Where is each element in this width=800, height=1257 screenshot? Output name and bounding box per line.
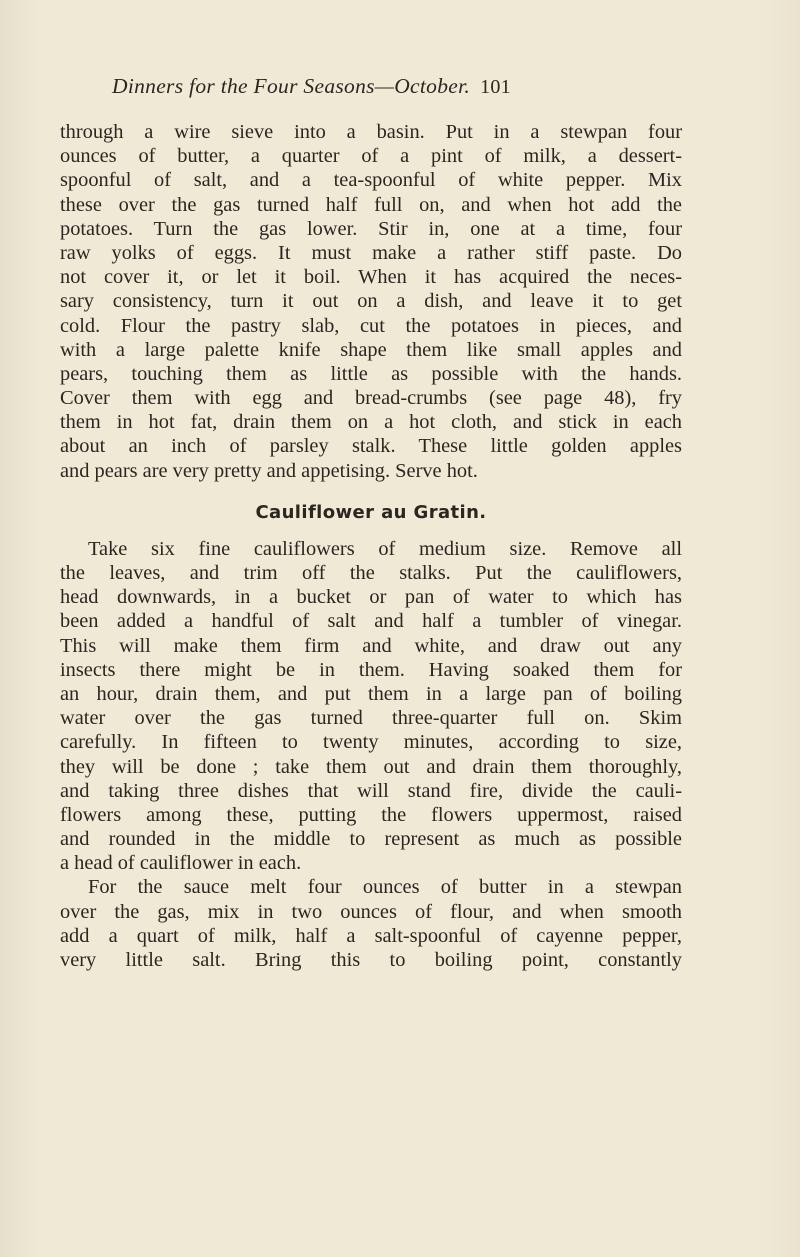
text-line: and taking three dishes that will stand fire, divide the cauli- bbox=[60, 779, 682, 802]
text-line: This will make them firm and white, and draw out any bbox=[60, 634, 682, 657]
text-line: a head of cauliflower in each. bbox=[60, 852, 302, 875]
text-line: carefully. In fifteen to twenty minutes, according to size, bbox=[60, 731, 682, 754]
text-line: they will be done ; take them out and drain them thoroughly, bbox=[60, 755, 682, 778]
text-line: potatoes. Turn the gas lower. Stir in, one at a time, four bbox=[60, 217, 682, 240]
text-line: spoonful of salt, and a tea-spoonful of white pepper. Mix bbox=[60, 169, 682, 192]
page-number: 101 bbox=[480, 76, 511, 98]
text-line: Take six fine cauliflowers of medium size. Remove all bbox=[88, 537, 682, 560]
text-line: through a wire sieve into a basin. Put in a stewpan four bbox=[60, 121, 682, 143]
text-line: water over the gas turned three-quarter full on. Skim bbox=[60, 707, 682, 730]
text-line: with a large palette knife shape them like small apples and bbox=[60, 338, 682, 361]
text-line: Cover them with egg and bread-crumbs (see page 48), fry bbox=[60, 387, 682, 410]
text-line: pears, touching them as little as possible with the hands. bbox=[60, 362, 682, 385]
section-heading: Cauliflower au Gratin. bbox=[255, 501, 487, 523]
paragraph-potato-apples bbox=[60, 120, 682, 483]
text-line: insects there might be in them. Having soaked them for bbox=[60, 658, 682, 681]
text-line: For the sauce melt four ounces of butter in a stewpan bbox=[88, 876, 682, 899]
text-line: very little salt. Bring this to boiling point, constantly bbox=[60, 949, 682, 971]
text-line: cold. Flour the pastry slab, cut the potatoes in pieces, and bbox=[60, 314, 682, 337]
paragraph-cauliflower-preparation bbox=[60, 537, 682, 876]
running-title: Dinners for the Four Seasons—October. bbox=[112, 74, 471, 98]
text-line: an hour, drain them, and put them in a large pan of boiling bbox=[60, 682, 682, 705]
text-line: ounces of butter, a quarter of a pint of milk, a dessert- bbox=[60, 145, 682, 168]
page-body bbox=[60, 120, 682, 972]
text-line: not cover it, or let it boil. When it has acquired the neces- bbox=[60, 266, 682, 289]
running-header bbox=[112, 74, 692, 102]
text-line: been added a handful of salt and half a tumbler of vinegar. bbox=[60, 610, 682, 633]
text-line: raw yolks of eggs. It must make a rather stiff paste. Do bbox=[60, 241, 682, 264]
text-line: over the gas, mix in two ounces of flour, and when smooth bbox=[60, 900, 682, 923]
text-line: and rounded in the middle to represent as much as possible bbox=[60, 828, 682, 851]
text-line: about an inch of parsley stalk. These little golden apples bbox=[60, 435, 682, 458]
text-line: flowers among these, putting the flowers uppermost, raised bbox=[60, 803, 682, 826]
text-line: them in hot fat, drain them on a hot cloth, and stick in each bbox=[60, 411, 682, 434]
text-line: the leaves, and trim off the stalks. Put the cauliflowers, bbox=[60, 562, 682, 584]
paragraph-sauce bbox=[60, 875, 682, 972]
text-line: sary consistency, turn it out on a dish, and leave it to get bbox=[60, 290, 682, 313]
text-line: add a quart of milk, half a salt-spoonful of cayenne pepper, bbox=[60, 924, 682, 947]
text-line: these over the gas turned half full on, and when hot add the bbox=[60, 193, 682, 216]
text-line: and pears are very pretty and appetising. Serve hot. bbox=[60, 459, 478, 482]
text-line: head downwards, in a bucket or pan of water to which has bbox=[60, 586, 682, 609]
